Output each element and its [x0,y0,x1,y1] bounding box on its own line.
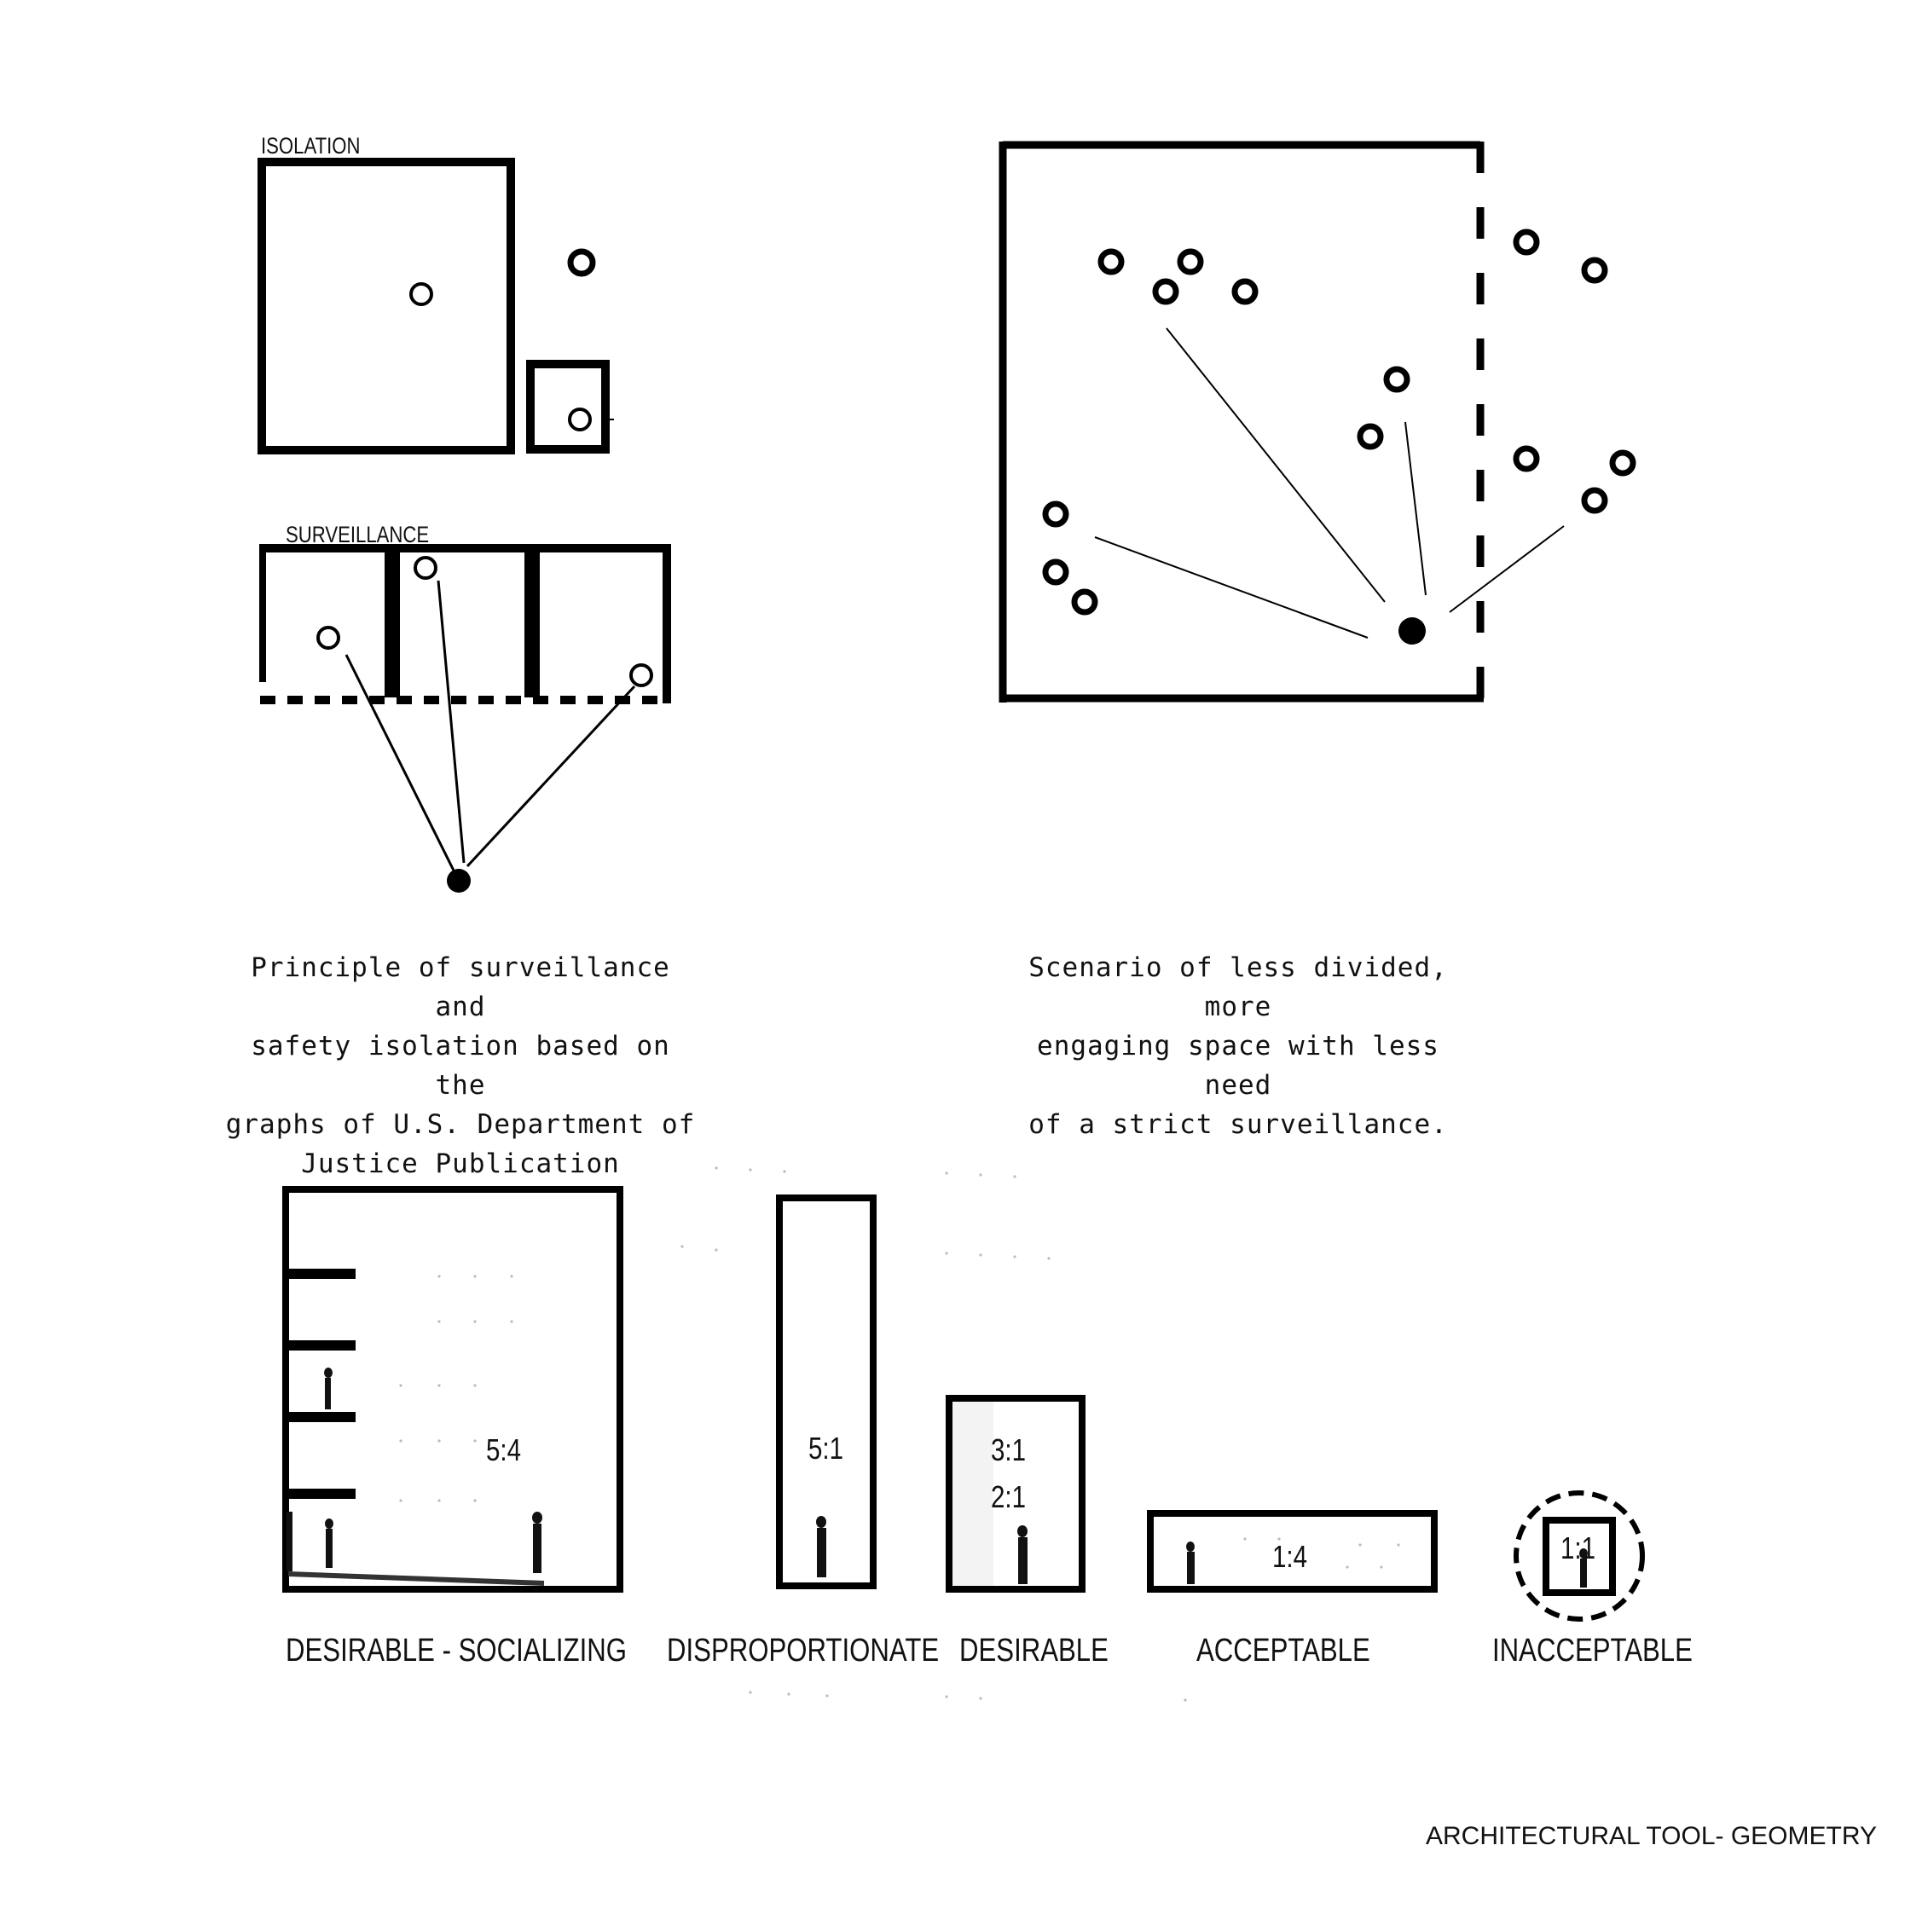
person-marker [411,284,431,304]
caption-line: safety isolation based on the [251,1031,670,1101]
sightline [438,581,464,863]
surveillance-diagram [259,546,671,893]
category-label: ACCEPTABLE [1196,1633,1370,1669]
person-marker [1360,426,1381,447]
shelf [286,1412,356,1422]
caption-line: graphs of U.S. Department of [225,1109,696,1140]
observer-dot [447,869,471,893]
sightline [346,655,459,881]
person-silhouette [287,1368,542,1573]
person-marker [1101,252,1121,272]
sightline [1405,422,1426,595]
surveillance-label: SURVEILLANCE [286,522,430,547]
proportion-5-1 [779,1198,873,1586]
category-label: DISPROPORTIONATE [667,1633,940,1669]
caption-line: Justice Publication [301,1148,620,1179]
shelf [286,1340,356,1351]
person-marker [1387,369,1407,390]
proportion-5-4 [286,1189,620,1589]
category-label: DESIRABLE - SOCIALIZING [286,1633,627,1669]
person-marker [1612,453,1633,473]
person-marker [631,665,651,685]
ground-line [288,1574,544,1583]
ratio-label: 1:1 [1560,1530,1596,1565]
person-marker [1045,562,1066,582]
person-marker [415,558,436,578]
caption-line: Principle of surveillance and [251,952,670,1022]
person-silhouette [816,1516,826,1577]
person-marker [1155,281,1176,302]
isolation-small-cell [530,364,605,449]
person-marker [1584,260,1605,281]
person-marker [1235,281,1255,302]
caption-line: of a strict surveillance. [1028,1109,1448,1140]
caption-line: engaging space with less need [1037,1031,1439,1101]
shelf [286,1269,356,1279]
person-silhouette [1186,1542,1195,1584]
caption-line: Scenario of less divided, more [1028,952,1448,1022]
category-label: INACCEPTABLE [1492,1633,1693,1669]
open-scenario-diagram [999,142,1633,703]
isolation-diagram [262,162,614,450]
sightline [1095,537,1368,638]
isolation-large-room [262,162,511,450]
ratio-label: 5:4 [486,1432,522,1467]
person-silhouette [1017,1525,1028,1584]
person-marker [1516,448,1537,469]
background-dots [399,1166,1399,1701]
person-marker [570,409,590,430]
person-marker [1180,252,1201,272]
shelf [286,1489,356,1499]
isolation-label: ISOLATION [261,133,361,159]
person-marker [1074,592,1095,612]
ratio-label: 3:1 [991,1432,1027,1467]
observer-dot [1398,617,1426,645]
person-marker [570,252,593,274]
sightline [1450,526,1564,612]
footer-title: ARCHITECTURAL TOOL- GEOMETRY [1426,1822,1877,1850]
ratio-label: 1:4 [1272,1539,1308,1574]
sightline [467,686,634,866]
right-caption [999,948,1477,1144]
category-label: DESIRABLE [959,1633,1109,1669]
sightline [1167,328,1385,602]
left-caption [222,948,699,1183]
ratio-label: 2:1 [991,1479,1027,1514]
person-marker [1584,490,1605,511]
person-marker [318,628,339,648]
ratio-label: 5:1 [808,1431,844,1466]
person-marker [1516,232,1537,252]
person-marker [1045,504,1066,524]
